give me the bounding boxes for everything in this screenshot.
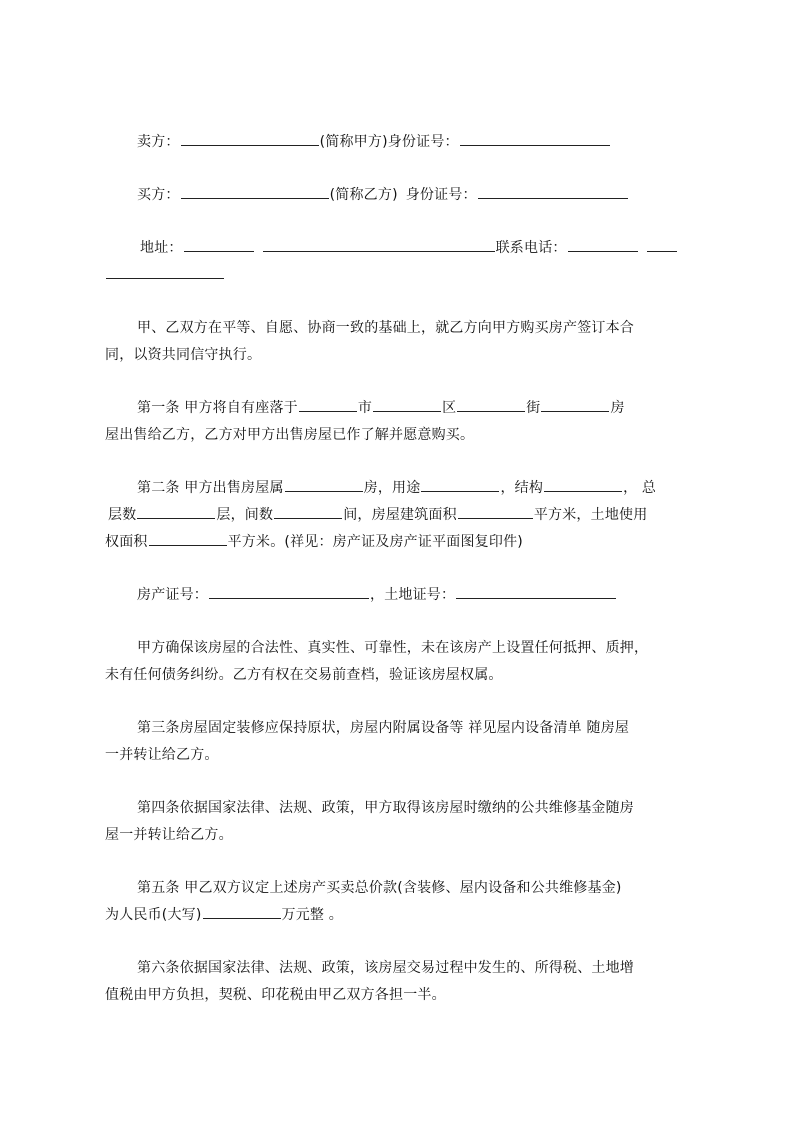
buyer-name-blank[interactable] — [181, 182, 329, 199]
phone-continuation — [105, 261, 700, 289]
land-area-label: 权面积 — [105, 534, 148, 550]
rooms-blank[interactable] — [274, 502, 342, 519]
price-suffix: 万元整 。 — [281, 907, 343, 923]
seller-short-name: (简称甲方) — [319, 134, 388, 150]
seller-label: 卖方： — [137, 134, 180, 150]
buyer-id-label: 身份证号： — [405, 187, 477, 203]
seller-id-blank[interactable] — [460, 129, 610, 146]
address-blank-1[interactable] — [184, 235, 254, 252]
street-label: 街 — [526, 400, 541, 416]
buyer-label: 买方： — [137, 187, 180, 203]
street-blank[interactable] — [457, 395, 525, 412]
usage-blank[interactable] — [421, 475, 499, 492]
price-label: 为人民币(大写) — [105, 907, 202, 923]
price-blank[interactable] — [203, 902, 281, 919]
structure-blank[interactable] — [544, 475, 622, 492]
city-blank[interactable] — [299, 395, 357, 412]
land-cert-blank[interactable] — [456, 582, 616, 599]
total-start: ， 总 — [623, 480, 657, 496]
buyer-id-blank[interactable] — [478, 182, 628, 199]
article4-line-2: 屋一并转让给乙方。 — [105, 827, 233, 843]
ceng-label: 层，间数 — [216, 507, 274, 523]
address-line — [105, 234, 700, 262]
property-cert-label: 房产证号： — [137, 587, 208, 603]
seller-name-blank[interactable] — [181, 129, 319, 146]
sqm-land-label: 平方米，土地使用 — [533, 507, 648, 523]
article1-line-1 — [105, 394, 732, 422]
building-area-blank[interactable] — [458, 502, 533, 519]
intro-line-1: 甲、乙双方在平等、自愿、协商一致的基础上，就乙方向甲方购买房产签订本合 — [137, 320, 634, 336]
article4-line-1: 第四条依据国家法律、法规、政策，甲方取得该房屋时缴纳的公共维修基金随房 — [137, 800, 634, 816]
city-label: 市 — [357, 400, 373, 416]
property-cert-blank[interactable] — [209, 582, 369, 599]
phone-blank-3[interactable] — [106, 262, 224, 279]
seller-line — [105, 128, 700, 156]
room-label: 房，用途 — [363, 480, 421, 496]
article1-house-start: 房 — [610, 400, 625, 416]
phone-label: 联系电话： — [495, 240, 567, 256]
guarantee-line-2: 未有任何债务纠纷。乙方有权在交易前查档，验证该房屋权属。 — [105, 667, 503, 683]
structure-label: ，结构 — [500, 480, 544, 496]
address-blank-2[interactable] — [263, 235, 495, 252]
phone-blank-1[interactable] — [568, 235, 638, 252]
district-blank[interactable] — [373, 395, 441, 412]
address-detail-blank[interactable] — [541, 395, 609, 412]
article1-prefix: 第一条 甲方将自有座落于 — [137, 400, 298, 416]
article2-prefix: 第二条 甲方出售房屋属 — [137, 480, 284, 496]
article5-line-1: 第五条 甲乙双方议定上述房产买卖总价款(含装修、屋内设备和公共维修基金) — [137, 880, 622, 896]
house-type-blank[interactable] — [285, 475, 363, 492]
article2-suffix: 平方米。(祥见：房产证及房产证平面图复印件) — [227, 534, 523, 550]
guarantee-line-1: 甲方确保该房屋的合法性、真实性、可靠性，未在该房产上设置任何抵押、质押， — [137, 640, 649, 656]
article6-line-1: 第六条依据国家法律、法规、政策，该房屋交易过程中发生的、所得税、土地增 — [137, 960, 634, 976]
certificates-line — [105, 581, 700, 609]
article2-line-2 — [105, 501, 703, 529]
phone-blank-2[interactable] — [647, 235, 677, 252]
land-cert-label: ，土地证号： — [370, 587, 456, 603]
article1-line-2: 屋出售给乙方，乙方对甲方出售房屋已作了解并愿意购买。 — [105, 427, 475, 443]
seller-id-label: 身份证号： — [387, 134, 459, 150]
article3-line-2: 一并转让给乙方。 — [105, 747, 219, 763]
article2-line-1 — [105, 474, 732, 502]
buyer-line — [105, 181, 700, 209]
land-area-blank[interactable] — [149, 529, 227, 546]
address-label: 地址： — [140, 240, 183, 256]
jian-label: 间，房屋建筑面积 — [343, 507, 457, 523]
intro-line-2: 同，以资共同信守执行。 — [105, 347, 262, 363]
district-label: 区 — [442, 400, 457, 416]
article3-line-1: 第三条房屋固定装修应保持原状，房屋内附属设备等 祥见屋内设备清单 随房屋 — [137, 720, 630, 736]
floors-label: 层数 — [108, 507, 137, 523]
floors-blank[interactable] — [137, 502, 215, 519]
article2-line-3 — [105, 528, 700, 556]
buyer-short-name: (简称乙方) — [329, 187, 398, 203]
article6-line-2: 值税由甲方负担，契税、印花税由甲乙双方各担一半。 — [105, 987, 446, 1003]
article5-line-2 — [105, 901, 700, 929]
